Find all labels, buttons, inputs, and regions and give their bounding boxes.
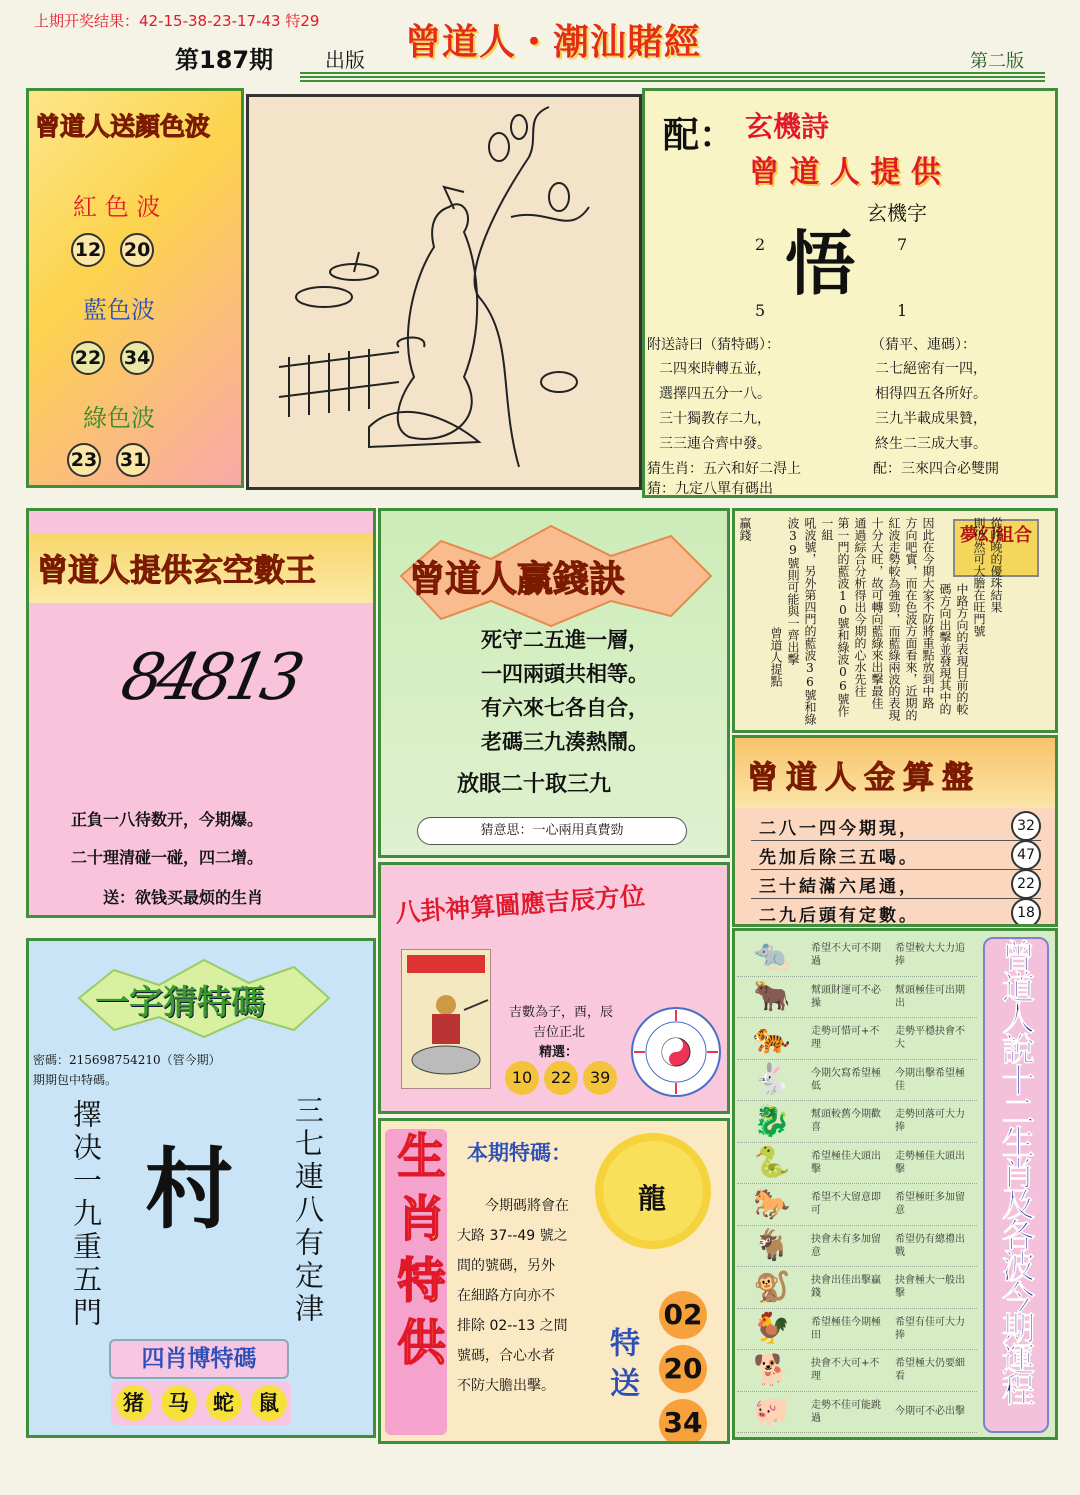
win-money-title: 曾道人贏錢訣	[409, 559, 626, 600]
dog-icon: 🐕	[753, 1352, 791, 1388]
zodiac-fortune-2: 抉會極大一般出擊	[895, 1275, 965, 1300]
win-money-lines	[481, 623, 649, 759]
four-zodiac-title: 四肖博特碼	[109, 1339, 289, 1379]
special-text	[457, 1191, 569, 1401]
zodiac-ball: 蛇	[206, 1385, 242, 1421]
poem-corner-2: 7	[897, 235, 908, 254]
combo-col: 中路方向的表現目前的較	[955, 583, 969, 715]
poem-panel	[642, 88, 1058, 498]
zodiac-ball: 马	[161, 1385, 197, 1421]
combo-col: 波39號則可能與一齊出擊	[786, 517, 800, 665]
combo-columns	[737, 517, 1004, 727]
abacus-rows	[751, 812, 1041, 927]
special-line: 間的號碼，另外	[457, 1258, 555, 1274]
zodiac-fortune-2: 走勢平穩抉會不大	[895, 1026, 965, 1051]
zodiac-fortune-2: 走勢回落可大力捧	[895, 1109, 965, 1134]
last-result: 上期开奖结果：42-15-38-23-17-43 特29	[34, 12, 320, 30]
special-ball: 34	[659, 1399, 707, 1444]
zodiac-row	[737, 1060, 977, 1102]
special-line: 號碼，合心水者	[457, 1348, 555, 1364]
zodiac-fortune-1: 幫頭財運可不必操	[811, 984, 881, 1009]
zodiac-fortune-1: 走勢不佳可能跳過	[811, 1399, 881, 1424]
zodiac-row	[737, 1267, 977, 1309]
win-line: 死守二五進一層，	[481, 627, 649, 652]
xuankong-line-3: 送：欲钱买最烦的生肖	[103, 888, 264, 907]
poem-corner-4: 1	[897, 301, 908, 320]
pei-line: 配：三來四合必雙開	[873, 461, 999, 477]
rooster-icon: 🐓	[753, 1311, 791, 1347]
poem-line: 相得四五各所好。	[875, 386, 987, 402]
zodiac-fortune-1: 希望不大可不期過	[811, 943, 881, 968]
zodiac-fortune-2: 希望極旺多加留意	[895, 1192, 965, 1217]
one-char-right-col: 三七連八有定津	[291, 1095, 325, 1326]
combo-col: 因此在今期大家不防將重點放到中路	[921, 517, 935, 709]
bagua-lucky: 吉數為子，酉，辰	[509, 1005, 614, 1020]
poem-line: 三十獨教存二九，	[659, 411, 771, 427]
zodiac-fortune-1: 抉會出佳出擊贏錢	[811, 1275, 881, 1300]
guess-zodiac: 猜生肖：五六和好二淂上	[647, 461, 801, 477]
bagua-direction: 吉位正北	[533, 1025, 586, 1040]
xuanji-label: 玄機字	[867, 201, 927, 225]
special-line: 排除 02--13 之間	[457, 1318, 568, 1334]
xuankong-line-2: 二十理清碰一碰，四二增。	[71, 848, 264, 867]
zodiac-row	[737, 1392, 977, 1434]
combo-col: 從昨晚的優珠結果	[989, 517, 1003, 613]
win-money-panel	[378, 508, 730, 858]
zodiac-row	[737, 1309, 977, 1351]
special-line: 大路 37--49 號之	[457, 1228, 568, 1244]
poem-left-lines	[659, 357, 771, 457]
win-line: 一四兩頭共相等。	[481, 661, 649, 686]
poem-title-2: 曾 道 人 提 供	[749, 155, 941, 190]
blue-wave-label: 藍色波	[83, 296, 155, 324]
secret-code: 密碼：215698754210（管今期）	[33, 1053, 221, 1067]
zodiac-ball: 猪	[116, 1385, 152, 1421]
zodiac-row	[737, 977, 977, 1019]
rabbit-icon: 🐇	[753, 1062, 791, 1098]
handwritten-signature: 84813	[115, 641, 305, 715]
one-char-panel	[26, 938, 376, 1438]
pig-icon: 🐖	[753, 1394, 791, 1430]
zodiac-row	[737, 1184, 977, 1226]
poem-corner-1: 2	[755, 235, 766, 254]
blue-ball: 22	[71, 341, 105, 375]
special-send: 特送	[604, 1327, 639, 1407]
masthead-title: 曾道人・潮汕賭經	[405, 22, 702, 63]
combo-panel	[732, 508, 1058, 733]
zodiac-fortune-1: 希望極佳今期極田	[811, 1316, 881, 1341]
rat-icon: 🐀	[753, 937, 791, 973]
poem-title-1: 玄機詩	[745, 110, 830, 143]
zodiac-row	[737, 1350, 977, 1392]
zodiac-fortune-2: 希望較大大力追捧	[895, 943, 965, 968]
abacus-title: 曾道人金算盤	[747, 760, 981, 796]
horse-icon: 🐎	[753, 1186, 791, 1222]
combo-col: 碼方向出擊並發現其中的	[938, 583, 952, 715]
xuankong-panel	[26, 508, 376, 918]
dragon-icon: 🐉	[753, 1103, 791, 1139]
xuankong-title: 曾道人提供玄空數王	[37, 553, 316, 589]
zodiac-fortune-1: 希望不大留意即可	[811, 1192, 881, 1217]
zodiac-fortune-1: 抉會不大可+不理	[811, 1358, 880, 1383]
abacus-panel	[732, 735, 1058, 927]
combo-last: 贏錢	[738, 517, 752, 541]
poem-line: 二七絕密有一四，	[875, 361, 987, 377]
xuanji-char: 悟	[785, 222, 855, 305]
abacus-row	[751, 870, 1041, 899]
zodiac-fortune-1: 今期欠寫希望極低	[811, 1067, 881, 1092]
zodiac-fortune-2: 走勢極佳大頭出擊	[895, 1150, 965, 1175]
zodiac-row	[737, 1018, 977, 1060]
zodiac-fortune-2: 今期可不必出擊	[895, 1406, 965, 1418]
goat-icon: 🐐	[753, 1228, 791, 1264]
issue-number: 第187期	[175, 46, 274, 74]
poem-intro-right: （猜平、連碼）：	[871, 337, 976, 353]
archer-icon	[401, 949, 491, 1089]
color-wave-panel	[26, 88, 244, 488]
win-money-meaning: 猜意思：一心兩用真費勁	[417, 817, 687, 845]
edition-label: 第二版	[970, 51, 1024, 72]
four-zodiac-row	[111, 1381, 291, 1425]
abacus-num: 47	[1011, 840, 1041, 870]
abacus-num: 22	[1011, 869, 1041, 899]
abacus-num: 18	[1011, 898, 1041, 927]
special-numbers	[659, 1291, 707, 1444]
abacus-text: 二九后頭有定數。	[759, 905, 919, 926]
red-ball: 20	[120, 233, 154, 267]
xuankong-line-1: 正負一八待数开，今期爆。	[71, 810, 264, 829]
special-line: 不防大膽出擊。	[457, 1378, 555, 1394]
zodiac-fortune-2: 希望仍有總禮出戰	[895, 1233, 965, 1258]
abacus-text: 先加后除三五喝。	[759, 847, 919, 868]
green-wave-label: 綠色波	[83, 404, 155, 432]
tiger-icon: 🐅	[753, 1020, 791, 1056]
red-wave-numbers	[71, 233, 154, 267]
combo-col: 方向吧實，而在色波方面看來，近期的	[904, 517, 918, 721]
combo-col: 十分大旺，故可轉向藍綠來出擊最佳	[870, 517, 884, 709]
red-wave-label: 紅 色 波	[73, 193, 161, 221]
bagua-panel	[378, 862, 730, 1114]
special-ball: 20	[659, 1345, 707, 1393]
one-char-left-col: 擇决一九重五門	[69, 1099, 103, 1330]
abacus-text: 三十結滿六尾通，	[759, 876, 919, 897]
sage-illustration	[246, 94, 642, 490]
zodiac-fortune-1: 希望極佳大頭出擊	[811, 1150, 881, 1175]
zodiac-fortune-2: 希望有佳可大力捧	[895, 1316, 965, 1341]
zodiac-row	[737, 935, 977, 977]
ox-icon: 🐂	[753, 979, 791, 1015]
poem-corner-3: 5	[755, 301, 766, 320]
blue-wave-numbers	[71, 341, 154, 375]
one-char-title: 一字猜特碼	[95, 983, 265, 1023]
sage-drawing	[249, 97, 639, 487]
special-line: 在細路方向亦不	[457, 1288, 555, 1304]
green-ball: 23	[67, 443, 101, 477]
bagua-wheel-icon	[629, 1005, 723, 1099]
combo-col: 紅波走勢較為強勁，而藍綠兩波的表現	[887, 517, 901, 721]
secret-code-2: 期期包中特碼。	[33, 1073, 118, 1087]
special-line: 今期碼將會在	[485, 1198, 569, 1214]
color-wave-title: 曾道人送顏色波	[35, 112, 211, 141]
abacus-row	[751, 899, 1041, 927]
twelve-title: 曾道人說十二生肖及各波今期運程	[997, 939, 1036, 1404]
poem-right-lines	[875, 357, 987, 457]
zodiac-fortune-2: 今期出擊希望極佳	[895, 1067, 965, 1092]
zodiac-row	[737, 1226, 977, 1268]
green-wave-numbers	[67, 443, 150, 477]
poem-intro-left: 附送詩曰（猜特碼）：	[647, 337, 780, 353]
one-char-big: 村	[145, 1137, 234, 1241]
zodiac-fortune-2: 幫頭極佳可出期出	[895, 984, 965, 1009]
abacus-row	[751, 812, 1041, 841]
twelve-zodiac-panel	[732, 928, 1058, 1440]
poem-line: 三九半載成果贊，	[875, 411, 987, 427]
zodiac-special-panel	[378, 1118, 730, 1444]
zodiac-fortune-2: 希望極大仍要細看	[895, 1358, 965, 1383]
poem-line: 選擇四五分一八。	[659, 386, 771, 402]
combo-col: 則仍然可大膽在旺門號	[972, 517, 986, 637]
zodiac-fortune-1: 抉會未有多加留意	[811, 1233, 881, 1258]
bagua-numbers	[505, 1061, 617, 1095]
bagua-ball: 39	[583, 1061, 617, 1095]
archer-figure	[402, 950, 490, 1088]
poem-line: 終生二三成大事。	[875, 436, 987, 452]
abacus-row	[751, 841, 1041, 870]
bagua-ball: 22	[544, 1061, 578, 1095]
special-header: 本期特碼：	[467, 1140, 572, 1165]
green-ball: 31	[116, 443, 150, 477]
zodiac-row	[737, 1101, 977, 1143]
flower-char: 龍	[638, 1182, 667, 1215]
combo-sign: 曾道人提點	[769, 627, 783, 687]
zodiac-ball: 鼠	[251, 1385, 287, 1421]
red-ball: 12	[71, 233, 105, 267]
win-money-extra: 放眼二十取三九	[457, 771, 612, 797]
zodiac-fortune-1: 幫頭較舊今期歡喜	[811, 1109, 881, 1134]
combo-badge: 夢幻組合	[953, 519, 1039, 577]
poem-line: 三三連合齊中發。	[659, 436, 771, 452]
bagua-title: 八卦神算圖應吉辰方位	[394, 881, 646, 928]
publish-label: 出版	[325, 48, 365, 72]
combo-col: 第一門的藍波10號和綠波06號作一組	[820, 517, 850, 717]
side-title: 生肖特供	[389, 1131, 445, 1379]
bagua-pick: 精選：	[539, 1045, 579, 1060]
guess-line: 猜：九定八單有碼出	[647, 481, 773, 497]
win-line: 老碼三九湊熱鬧。	[481, 729, 649, 754]
special-ball: 02	[659, 1291, 707, 1339]
header-rule	[300, 72, 1045, 82]
zodiac-row	[737, 1143, 977, 1185]
zodiac-fortune-1: 走勢可惜可+不理	[811, 1026, 880, 1051]
abacus-text: 二八一四今期現，	[759, 818, 919, 839]
abacus-num: 32	[1011, 811, 1041, 841]
bagua-ball: 10	[505, 1061, 539, 1095]
monkey-icon: 🐒	[753, 1269, 791, 1305]
zodiac-rows	[737, 935, 977, 1433]
poem-pei: 配：	[663, 115, 736, 156]
snake-icon: 🐍	[753, 1145, 791, 1181]
blue-ball: 34	[120, 341, 154, 375]
poem-line: 二四來時轉五並，	[659, 361, 771, 377]
combo-col: 吼波號，另外第四門的藍波36號和綠	[803, 517, 817, 725]
win-line: 有六來七各自合，	[481, 695, 649, 720]
combo-col: 通過綜合分析得出今期的心水先往	[853, 517, 867, 697]
